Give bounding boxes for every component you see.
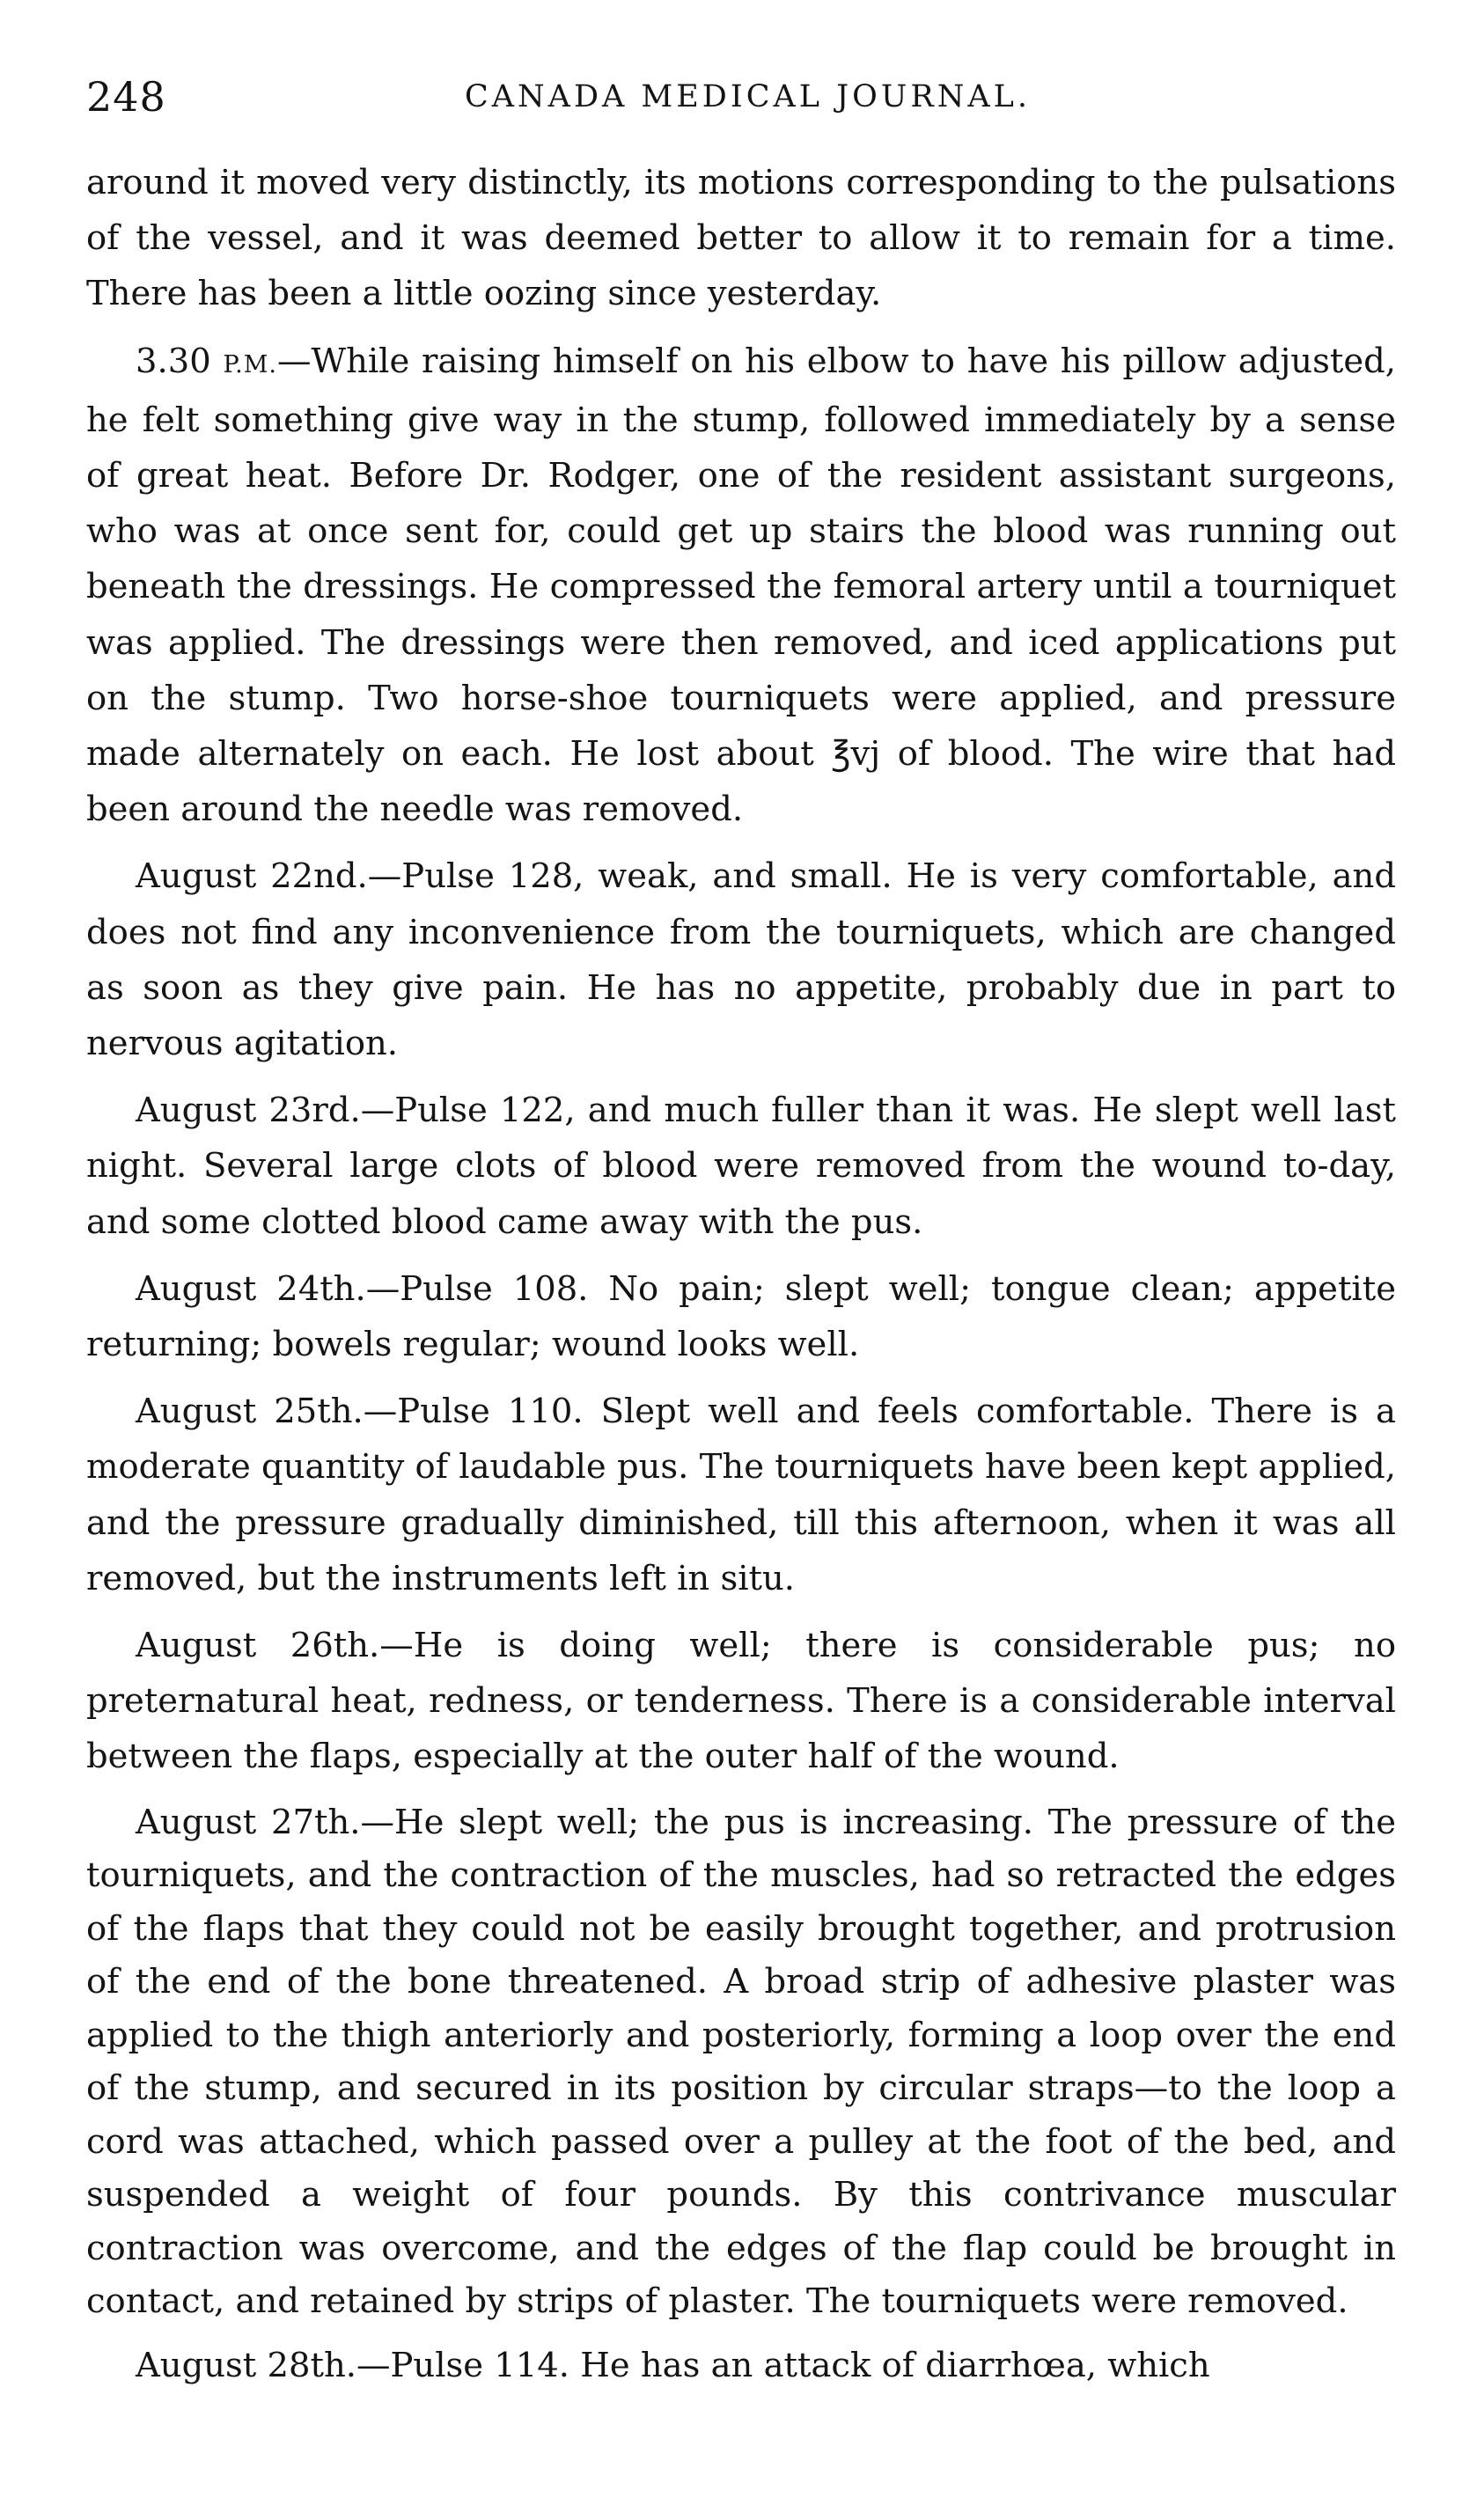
paragraph-august-23: August 23rd.—Pulse 122, and much fuller than it was. He slept well last night. Several large clots of blood were removed from the wound to-day, and some clotted blood came away with the pus. xyxy=(86,1091,1396,1242)
time-suffix: P.M. xyxy=(223,350,277,378)
journal-title: CANADA MEDICAL JOURNAL. xyxy=(465,79,1031,114)
paragraph-august-22: August 22nd.—Pulse 128, weak, and small. He is very comfortable, and does not find any inconvenience from the tourniquets, which are changed as soon as they give pain. He has no appetite, probably due in part to nervous agitation. xyxy=(86,856,1396,1064)
page-number: 248 xyxy=(86,73,166,121)
paragraph-august-25: August 25th.—Pulse 110. Slept well and feels comfortable. There is a moderate quantity of laudable pus. The tourniquets have been kept applied, and the pressure gradually diminished, till this afternoon, when it was all removed, but the instruments left in situ. xyxy=(86,1392,1396,1598)
time-stamp: 3.30 xyxy=(136,341,211,381)
paragraph-text: —While raising himself on his elbow to have his pillow adjusted, he felt something give way in the stump, followed immediately by a sense of great heat. Before Dr. Rodger, one of the resident assistant surgeons, who was at once sent for, could get up stairs the blood was running out beneath the dressings. He compressed the femoral artery until a tourniquet was applied. The dressings were then removed, and iced applications put on the stump. Two horse-shoe tourniquets were applied, and pressure made alternately on each. He lost about ℥vj of blood. The wire that had been around the needle was removed. xyxy=(86,341,1396,830)
paragraph-august-27: August 27th.—He slept well; the pus is increasing. The pressure of the tourniquets, and the contraction of the muscles, had so retracted the edges of the flaps that they could not be easily brought together, and protrusion of the end of the bone threatened. A broad strip of adhesive plaster was applied to the thigh anteriorly and posteriorly, forming a loop over the end of the stump, and secured in its position by circular straps—to the loop a cord was attached, which passed over a pulley at the foot of the bed, and suspended a weight of four pounds. By this contrivance muscular contraction was overcome, and the edges of the flap could be brought in contact, and retained by strips of plaster. The tourniquets were removed. xyxy=(86,1802,1396,2322)
running-head xyxy=(86,62,1407,132)
article-body xyxy=(86,155,1396,2393)
paragraph-august-26: August 26th.—He is doing well; there is considerable pus; no preternatural heat, redness, or tenderness. There is a considerable interval between the flaps, especially at the outer half of the wound. xyxy=(86,1626,1396,1777)
paragraph-august-24: August 24th.—Pulse 108. No pain; slept well; tongue clean; appetite returning; bowels regular; wound looks well. xyxy=(86,1268,1396,1365)
paragraph-august-28: August 28th.—Pulse 114. He has an attack of diarrhœa, which xyxy=(136,2345,1210,2385)
paragraph-3-30-pm xyxy=(86,334,1396,838)
paragraph-continuation: around it moved very distinctly, its motions corresponding to the pulsations of the vessel, and it was deemed better to allow it to remain for a time. There has been a little oozing since yesterday. xyxy=(86,163,1396,314)
